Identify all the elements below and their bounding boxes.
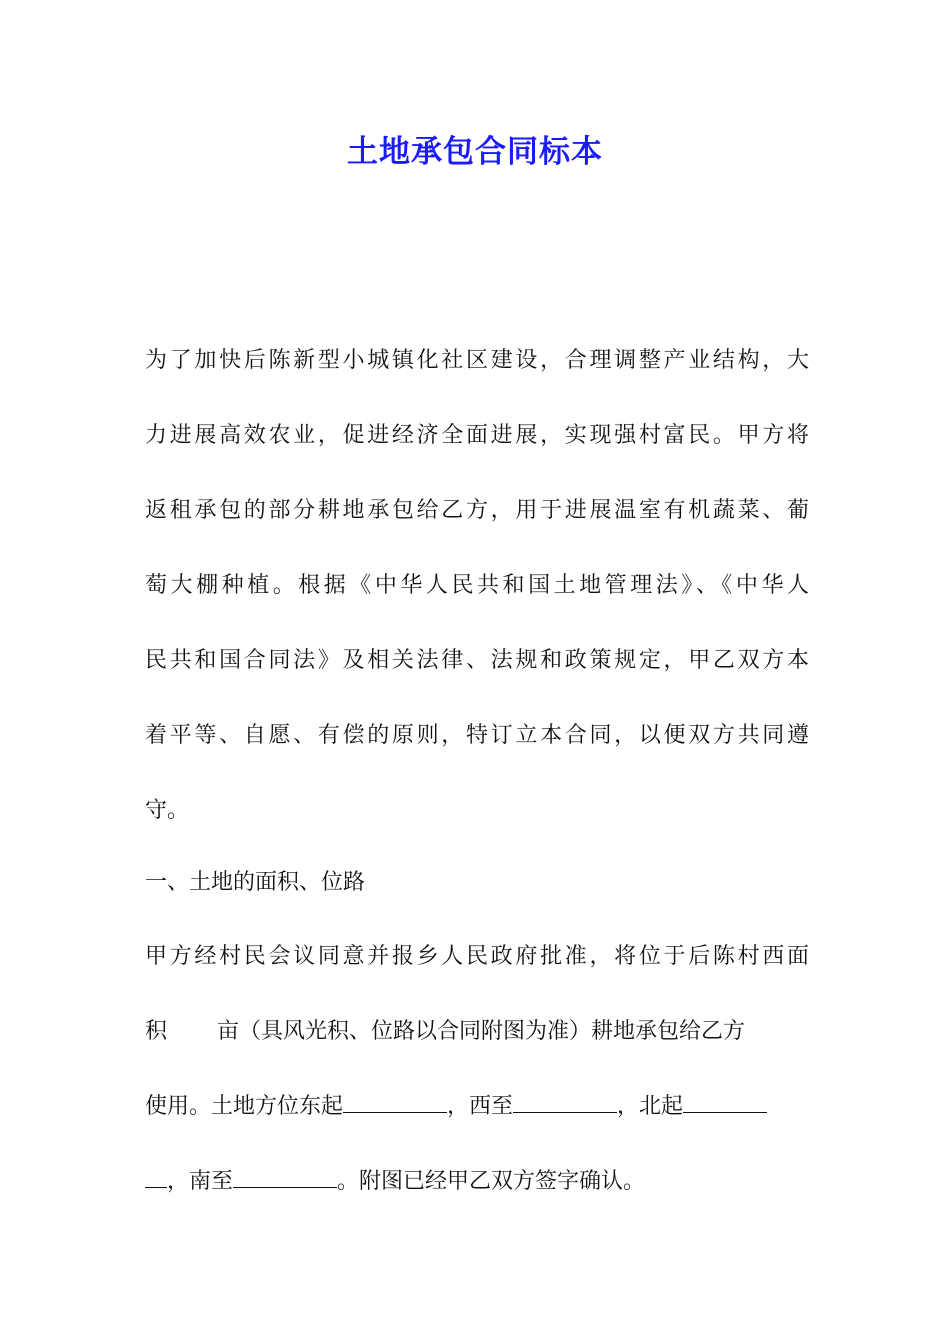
- section1-line: 甲方经村民会议同意并报乡人民政府批准，将位于后陈村西面: [145, 944, 809, 969]
- intro-line: 为了加快后陈新型小城镇化社区建设，合理调整产业结构，大: [145, 348, 809, 373]
- intro-line: 萄大棚种植。根据《中华人民共和国土地管理法》、《中华人: [145, 573, 809, 598]
- east-blank: [343, 1092, 447, 1113]
- west-label: ，西至: [447, 1094, 514, 1119]
- south-blank: [233, 1167, 337, 1188]
- intro-line: 守。: [145, 798, 190, 823]
- section-heading: 一、土地的面积、位路: [145, 870, 366, 895]
- intro-paragraph: [145, 346, 809, 871]
- area-text: 亩（具风光积、位路以合同附图为准）耕地承包给乙方: [217, 1019, 746, 1044]
- intro-line: 着平等、自愿、有偿的原则，特订立本合同，以便双方共同遵: [145, 723, 809, 748]
- intro-line: 力进展高效农业，促进经济全面进展，实现强村富民。甲方将: [145, 423, 809, 448]
- section1-line: [145, 1092, 809, 1167]
- section1-line: [145, 1167, 809, 1242]
- west-blank: [513, 1092, 617, 1113]
- north-label: ，北起: [617, 1094, 684, 1119]
- north-blank: [683, 1092, 767, 1113]
- document-title: 土地承包合同标本: [347, 134, 603, 170]
- section1-line: [145, 1017, 809, 1092]
- section1-paragraph: [145, 942, 809, 1242]
- confirm-text: 。附图已经甲乙双方签字确认。: [337, 1169, 646, 1194]
- south-label: ，南至: [167, 1169, 234, 1194]
- north-blank-cont: [145, 1167, 167, 1188]
- intro-line: 民共和国合同法》及相关法律、法规和政策规定，甲乙双方本: [145, 648, 809, 673]
- area-label: 积: [145, 1019, 168, 1044]
- east-label: 使用。土地方位东起: [145, 1094, 344, 1119]
- intro-line: 返租承包的部分耕地承包给乙方，用于进展温室有机蔬菜、葡: [145, 498, 809, 523]
